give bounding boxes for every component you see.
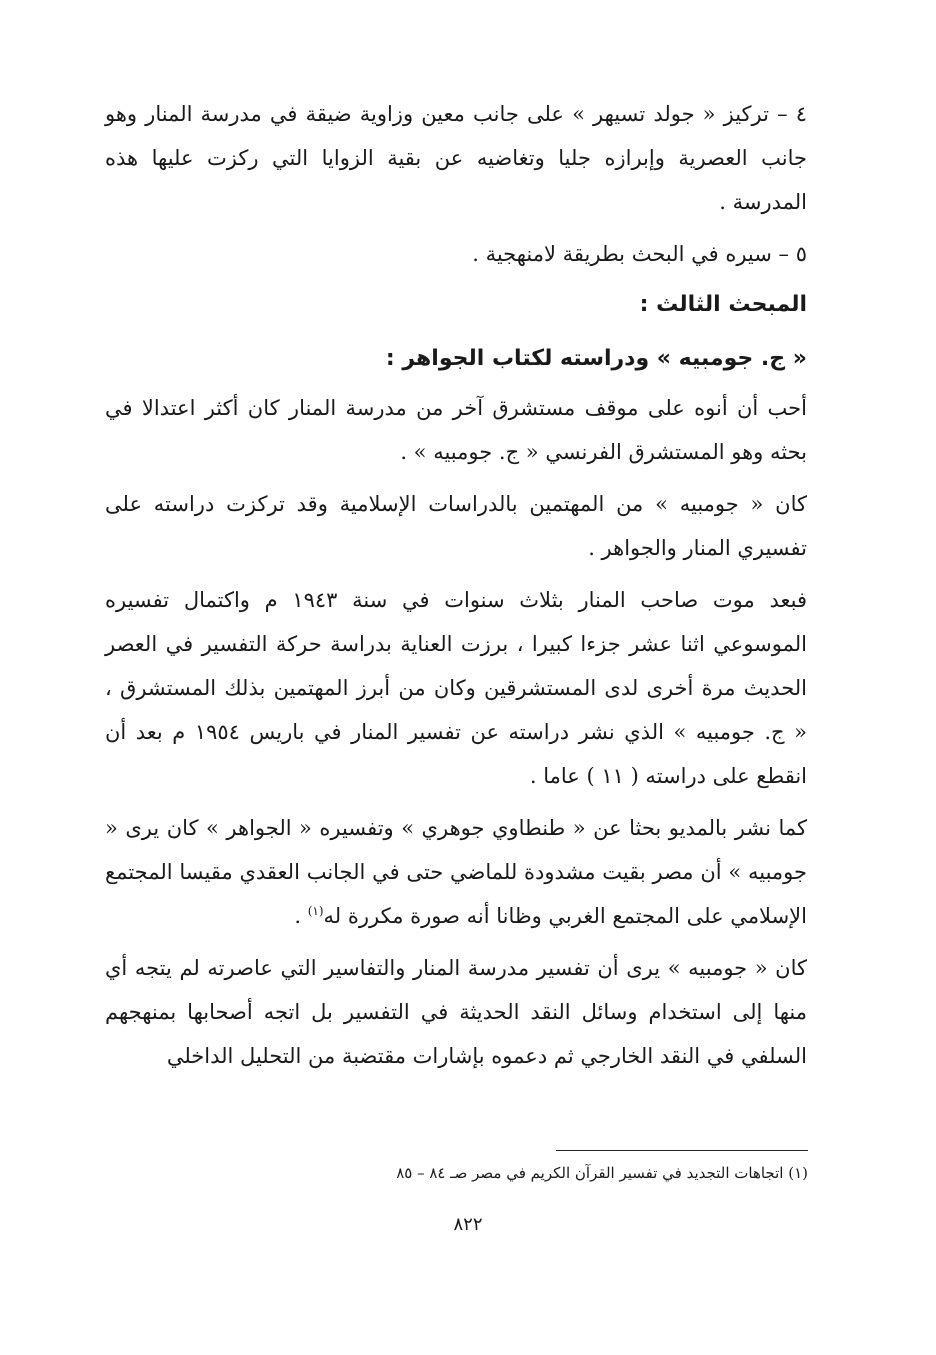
paragraph-5: كان « جومبيه » يرى أن تفسير مدرسة المنار والتفاسير التي عاصرته لم يتجه أي منها إلى استخدام وسائل النقد الحديثة في التفسير بل اتجه أصحابها بمنهجهم السلفي في النقد الخارجي ثم دعموه بإشارات مقتضبة من التحليل الداخلي: [105, 956, 807, 1068]
footnote: (١) اتجاهات التجديد في تفسير القرآن الكريم في مصر صـ ٨٤ – ٨٥: [396, 1164, 808, 1182]
page-body: [105, 92, 807, 1078]
paragraph-4-end: .: [294, 904, 308, 928]
paragraph-item-4: ٤ – تركيز « جولد تسيهر » على جانب معين وزاوية ضيقة في مدرسة المنار وهو جانب العصرية وإبرازه جليا وتغاضيه عن بقية الزوايا التي ركزت عليها هذه المدرسة .: [105, 102, 807, 214]
paragraph-1: أحب أن أنوه على موقف مستشرق آخر من مدرسة المنار كان أكثر اعتدالا في بحثه وهو المستشرق الفرنسي « ج. جومبيه » .: [105, 396, 807, 464]
topic-heading: « ج. جومبيه » ودراسته لكتاب الجواهر :: [385, 346, 807, 371]
paragraph-item-5: ٥ – سيره في البحث بطريقة لامنهجية .: [472, 242, 807, 266]
footnote-divider: [556, 1150, 808, 1151]
footnote-reference: (١): [307, 904, 324, 918]
paragraph-4: [105, 806, 807, 938]
paragraph-3: فبعد موت صاحب المنار بثلاث سنوات في سنة ١٩٤٣ م واكتمال تفسيره الموسوعي اثنا عشر جزءا كبيرا ، برزت العناية بدراسة حركة التفسير في العصر الحديث مرة أخرى لدى المستشرقين وكان من أبرز المهتمين بذلك المستشرق ، « ج. جومبيه » الذي نشر دراسته عن تفسير المنار في باريس ١٩٥٤ م بعد أن انقطع على دراسته ( ١١ ) عاما .: [105, 588, 807, 788]
paragraph-4-text: كما نشر بالمديو بحثا عن « طنطاوي جوهري » وتفسيره « الجواهر » كان يرى « جومبيه » أن مصر بقيت مشدودة للماضي حتى في الجانب العقدي مقيسا المجتمع الإسلامي على المجتمع الغربي وظانا أنه صورة مكررة له: [105, 816, 807, 928]
section-heading: المبحث الثالث :: [639, 292, 807, 317]
page-number: ٨٢٢: [453, 1214, 483, 1235]
paragraph-2: كان « جومبيه » من المهتمين بالدراسات الإسلامية وقد تركزت دراسته على تفسيري المنار والجواهر .: [105, 492, 807, 560]
